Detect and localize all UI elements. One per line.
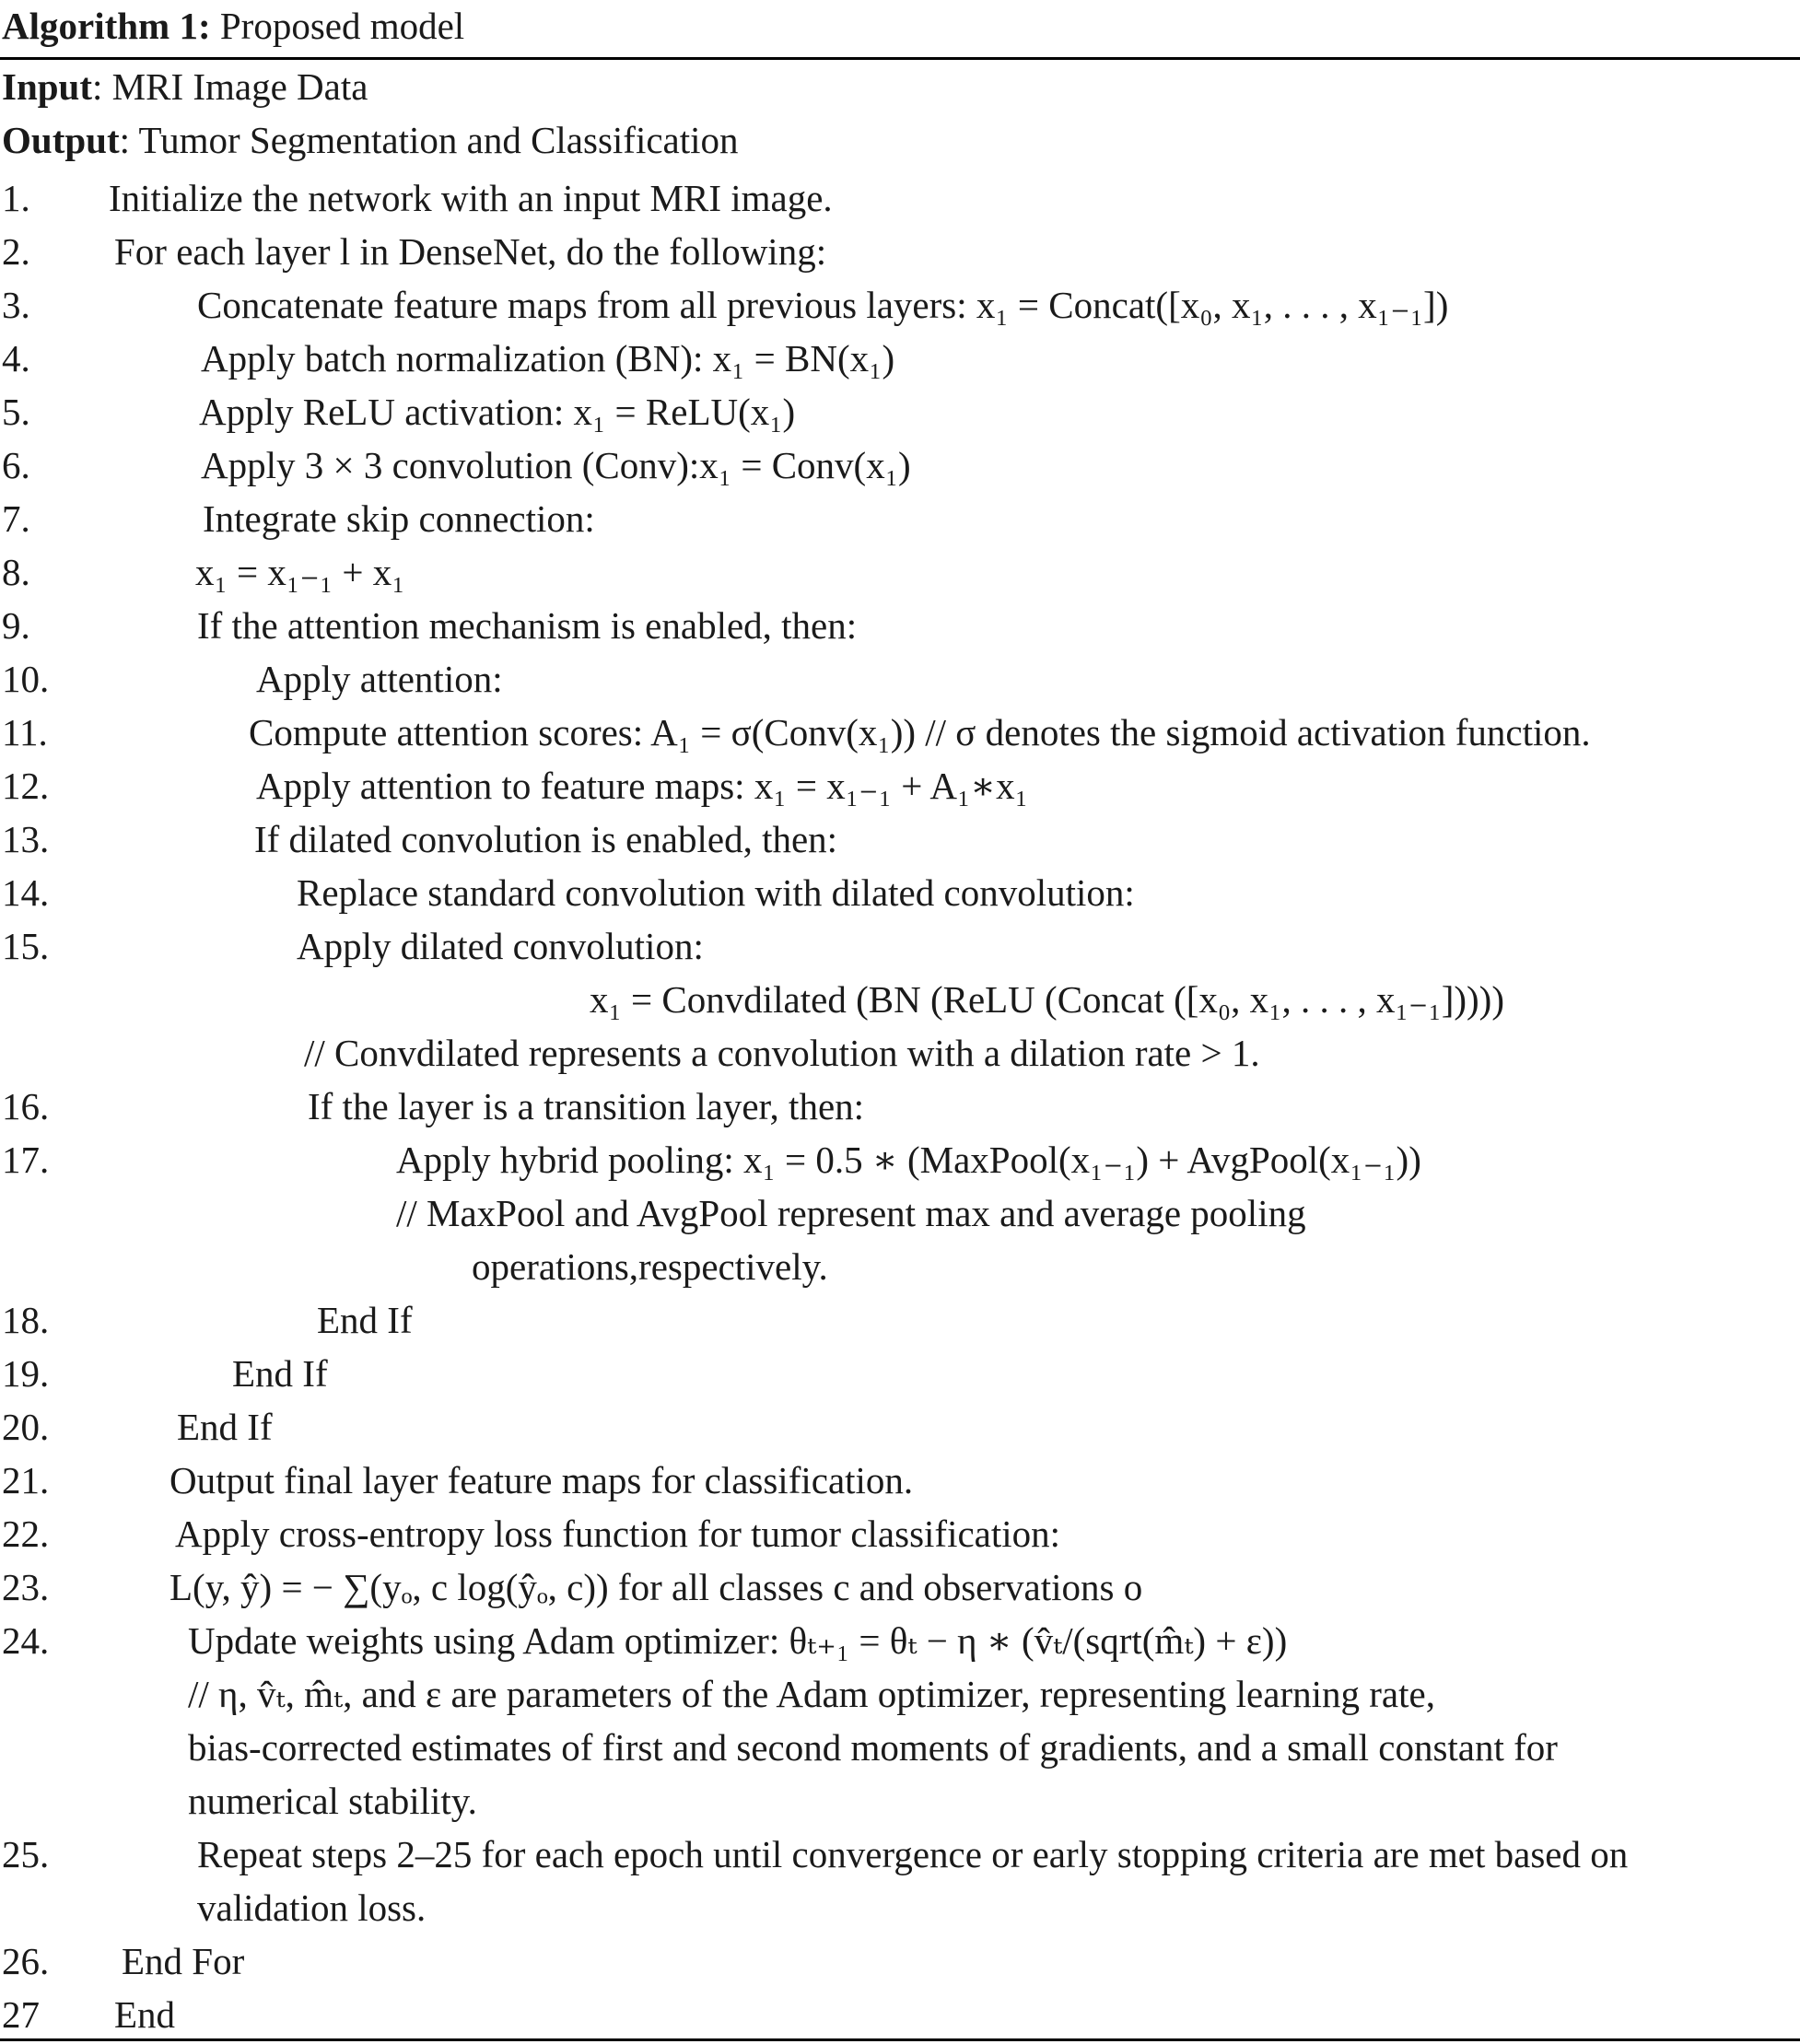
step-text: For each layer l in DenseNet, do the following: (114, 230, 827, 273)
step-number: 14. (2, 871, 50, 914)
step-text: Apply ReLU activation: x₁ = ReLU(x₁) (199, 391, 796, 433)
output-label: Output (2, 119, 120, 161)
step-continuation: bias-corrected estimates of first and second moments of gradients, and a small constant for (188, 1726, 1558, 1769)
step-text: If the layer is a transition layer, then: (308, 1085, 865, 1127)
input-line (2, 65, 368, 111)
top-rule (0, 57, 1800, 60)
step-number: 10. (2, 658, 50, 700)
step-number: 4. (2, 337, 30, 380)
step-text: Output final layer feature maps for classification. (169, 1459, 914, 1501)
output-text: : Tumor Segmentation and Classification (119, 119, 739, 161)
step-number: 16. (2, 1085, 50, 1127)
step-number: 21. (2, 1459, 50, 1501)
step-number: 19. (2, 1352, 50, 1395)
step-text: End If (177, 1406, 273, 1448)
input-text: : MRI Image Data (92, 65, 368, 108)
step-number: 3. (2, 284, 30, 326)
step-number: 20. (2, 1406, 50, 1448)
step-number: 13. (2, 818, 50, 860)
step-text: Compute attention scores: A₁ = σ(Conv(x₁)) // σ denotes the sigmoid activation function. (249, 711, 1591, 753)
step-text: x₁ = x₁₋₁ + x₁ (195, 551, 405, 593)
output-line (2, 119, 739, 164)
step-text: L(y, ŷ) = − ∑(yₒ, c log(ŷₒ, c)) for all classes c and observations o (169, 1566, 1143, 1608)
step-continuation: x₁ = Convdilated (BN (ReLU (Concat ([x₀, x₁, . . . , x₁₋₁])))) (590, 978, 1504, 1021)
step-text: Integrate skip connection: (203, 497, 595, 540)
algorithm-title-text: Proposed model (219, 5, 465, 47)
step-text: Replace standard convolution with dilated convolution: (297, 871, 1135, 914)
step-number: 6. (2, 444, 30, 486)
input-label: Input (2, 65, 93, 108)
bottom-rule (0, 2038, 1800, 2041)
step-number: 5. (2, 391, 30, 433)
step-text: Apply attention to feature maps: x₁ = x₁₋₁ + A₁∗x₁ (256, 765, 1028, 807)
step-number: 7. (2, 497, 30, 540)
step-text: If the attention mechanism is enabled, then: (197, 604, 858, 647)
step-number: 2. (2, 230, 30, 273)
step-number: 27 (2, 1993, 40, 2036)
step-text: If dilated convolution is enabled, then: (254, 818, 838, 860)
step-continuation: numerical stability. (188, 1780, 477, 1822)
step-text: End If (317, 1299, 413, 1341)
step-number: 17. (2, 1139, 50, 1181)
step-number: 12. (2, 765, 50, 807)
step-number: 9. (2, 604, 30, 647)
step-text: Concatenate feature maps from all previous layers: x₁ = Concat([x₀, x₁, . . . , x₁₋₁]) (197, 284, 1449, 326)
step-text: End For (122, 1940, 245, 1982)
step-text: Apply attention: (256, 658, 503, 700)
step-number: 11. (2, 711, 48, 753)
step-text: Apply hybrid pooling: x₁ = 0.5 ∗ (MaxPool(x₁₋₁) + AvgPool(x₁₋₁)) (396, 1139, 1421, 1181)
step-text: Apply cross-entropy loss function for tumor classification: (175, 1513, 1061, 1555)
step-number: 15. (2, 925, 50, 967)
step-number: 24. (2, 1619, 50, 1662)
step-number: 22. (2, 1513, 50, 1555)
step-number: 25. (2, 1833, 50, 1875)
step-continuation: operations,respectively. (472, 1245, 828, 1288)
step-number: 8. (2, 551, 30, 593)
step-text: Apply dilated convolution: (297, 925, 704, 967)
step-continuation: // Convdilated represents a convolution with a dilation rate > 1. (304, 1032, 1260, 1074)
step-continuation: // MaxPool and AvgPool represent max and average pooling (396, 1192, 1306, 1234)
step-number: 18. (2, 1299, 50, 1341)
step-text: Apply batch normalization (BN): x₁ = BN(x₁) (201, 337, 895, 380)
step-continuation: // η, v̂ₜ, m̂ₜ, and ε are parameters of the Adam optimizer, representing learning rate, (188, 1673, 1435, 1715)
step-number: 1. (2, 177, 30, 219)
step-text: Update weights using Adam optimizer: θₜ₊₁ = θₜ − η ∗ (v̂ₜ/(sqrt(m̂ₜ) + ε)) (188, 1619, 1288, 1662)
step-number: 26. (2, 1940, 50, 1982)
step-text: Initialize the network with an input MRI image. (109, 177, 833, 219)
algorithm-title-label: Algorithm 1: (2, 5, 211, 47)
algorithm-title (2, 7, 464, 50)
step-number: 23. (2, 1566, 50, 1608)
step-text: End If (232, 1352, 328, 1395)
step-continuation: validation loss. (197, 1886, 427, 1929)
step-text: Apply 3 × 3 convolution (Conv):x₁ = Conv(x₁) (201, 444, 911, 486)
step-text: Repeat steps 2–25 for each epoch until convergence or early stopping criteria are met based on (197, 1833, 1629, 1875)
step-text: End (114, 1993, 176, 2036)
